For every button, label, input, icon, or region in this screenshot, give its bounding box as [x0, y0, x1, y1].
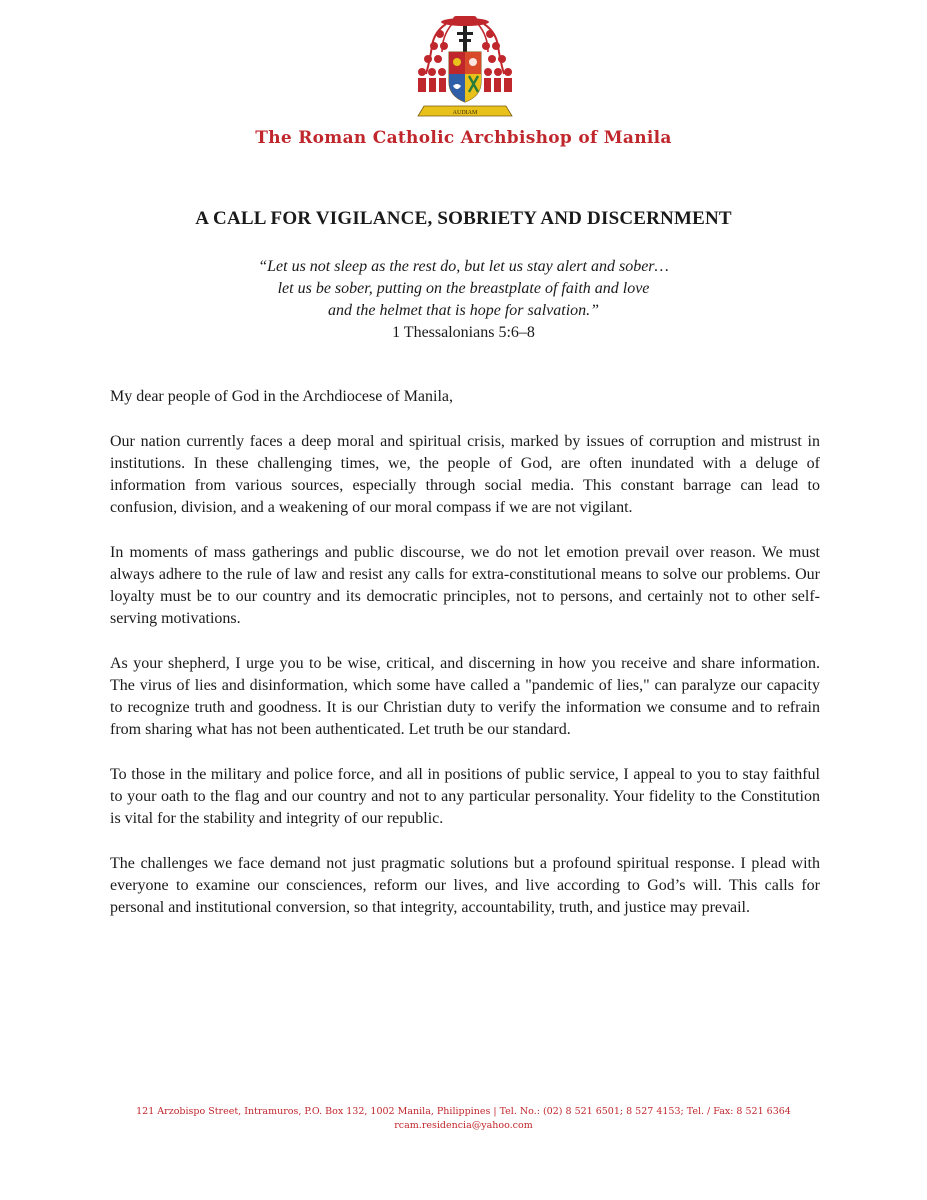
epigraph-line: let us be sober, putting on the breastplate of faith and love [277, 280, 650, 297]
coat-of-arms [412, 12, 518, 120]
letter-body [110, 386, 820, 942]
body-paragraph: As your shepherd, I urge you to be wise, critical, and discerning in how you receive and share information. The virus of lies and disinformation, which some have called a "pandemic of lies," can paralyze our capacity to recognize truth and goodness. It is our Christian duty to verify the information we consume and to refrain from sharing what has not been authenticated. Let truth be our standard. [110, 655, 820, 738]
document-title: A CALL FOR VIGILANCE, SOBRIETY AND DISCERNMENT [195, 208, 732, 229]
crest-motto: AUDIAM [452, 110, 478, 116]
footer-email: rcam.residencia@yahoo.com [394, 1120, 533, 1131]
body-paragraph: To those in the military and police force, and all in positions of public service, I appeal to you to stay faithful to your oath to the flag and our country and not to any particular personality. Your fidelity to the Constitution is vital for the stability and integrity of our republic. [110, 766, 820, 827]
epigraph-reference: 1 Thessalonians 5:6–8 [392, 324, 535, 341]
salutation: My dear people of God in the Archdiocese of Manila, [110, 388, 454, 405]
footer [0, 1105, 927, 1133]
body-paragraph: The challenges we face demand not just pragmatic solutions but a profound spiritual response. I plead with everyone to examine our consciences, reform our lives, and live according to God’s will. This calls for personal and institutional conversion, so that integrity, accountability, truth, and justice may prevail. [110, 855, 820, 916]
body-paragraph: Our nation currently faces a deep moral and spiritual crisis, marked by issues of corruption and mistrust in institutions. In these challenging times, we, the people of God, are often inundated with a deluge of information from various sources, especially through social media. This constant barrage can lead to confusion, division, and a weakening of our moral compass if we are not vigilant. [110, 433, 820, 516]
epigraph [0, 256, 927, 344]
epigraph-line: “Let us not sleep as the rest do, but let us stay alert and sober… [258, 258, 669, 275]
organization-name: The Roman Catholic Archbishop of Manila [255, 128, 672, 148]
footer-address: 121 Arzobispo Street, Intramuros, P.O. Box 132, 1002 Manila, Philippines | Tel. No.: (02) 8 521 6501; 8 527 4153; Tel. / Fax: 8 521 6364 [136, 1106, 791, 1117]
epigraph-line: and the helmet that is hope for salvation.” [327, 302, 600, 319]
body-paragraph: In moments of mass gatherings and public discourse, we do not let emotion prevail over reason. We must always adhere to the rule of law and resist any calls for extra-constitutional means to solve our problems. Our loyalty must be to our country and its democratic principles, not to persons, and certainly not to other self-serving motivations. [110, 544, 820, 627]
